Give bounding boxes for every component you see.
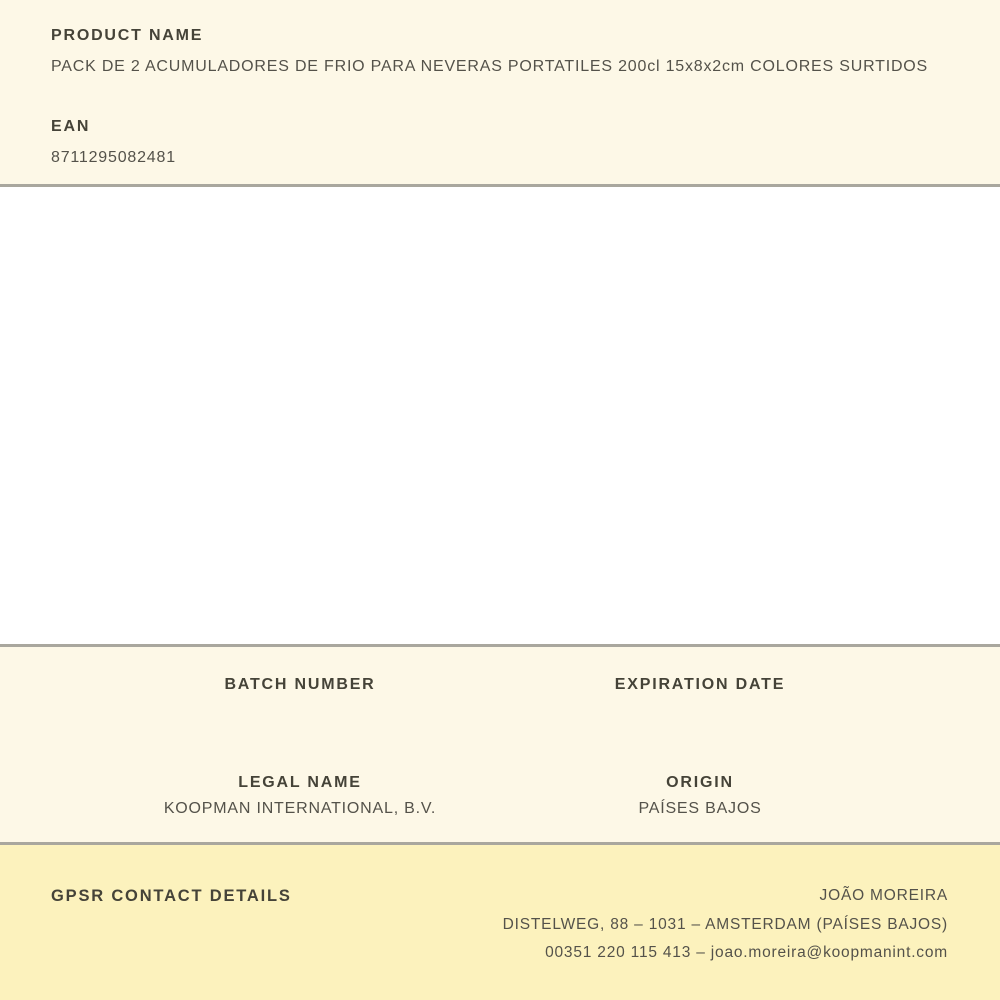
ean-value: 8711295082481: [51, 149, 176, 166]
product-details-section: [0, 647, 1000, 845]
ean-label: EAN: [51, 118, 91, 135]
legal-name-field: [100, 773, 500, 819]
batch-number-field: [100, 675, 500, 701]
product-name-label: PRODUCT NAME: [51, 27, 204, 44]
product-name-value: PACK DE 2 ACUMULADORES DE FRIO PARA NEVERAS PORTATILES 200cl 15x8x2cm COLORES SURTIDOS: [51, 58, 929, 75]
product-image-placeholder: [0, 187, 1000, 647]
legal-name-value: KOOPMAN INTERNATIONAL, B.V.: [163, 800, 437, 817]
batch-number-label: BATCH NUMBER: [224, 676, 376, 693]
expiration-date-field: [500, 675, 900, 701]
gpsr-contact-block: [503, 886, 948, 972]
product-header-section: [0, 0, 1000, 187]
origin-label: ORIGIN: [666, 774, 734, 791]
gpsr-contact-phone-email: 00351 220 115 413 – joao.moreira@koopmanint.com: [545, 944, 948, 961]
gpsr-contact-title: GPSR CONTACT DETAILS: [51, 887, 292, 905]
origin-field: [500, 773, 900, 819]
origin-value: PAÍSES BAJOS: [638, 800, 762, 817]
gpsr-contact-section: [0, 845, 1000, 1000]
gpsr-contact-address: DISTELWEG, 88 – 1031 – AMSTERDAM (PAÍSES BAJOS): [502, 915, 948, 933]
expiration-date-label: EXPIRATION DATE: [614, 676, 786, 693]
details-row-legal-origin: [100, 773, 900, 819]
gpsr-contact-name: JOÃO MOREIRA: [819, 887, 948, 904]
ean-field: [51, 118, 950, 167]
legal-name-label: LEGAL NAME: [238, 774, 362, 791]
product-name-field: [51, 27, 950, 76]
details-row-batch-expiration: [100, 675, 900, 701]
